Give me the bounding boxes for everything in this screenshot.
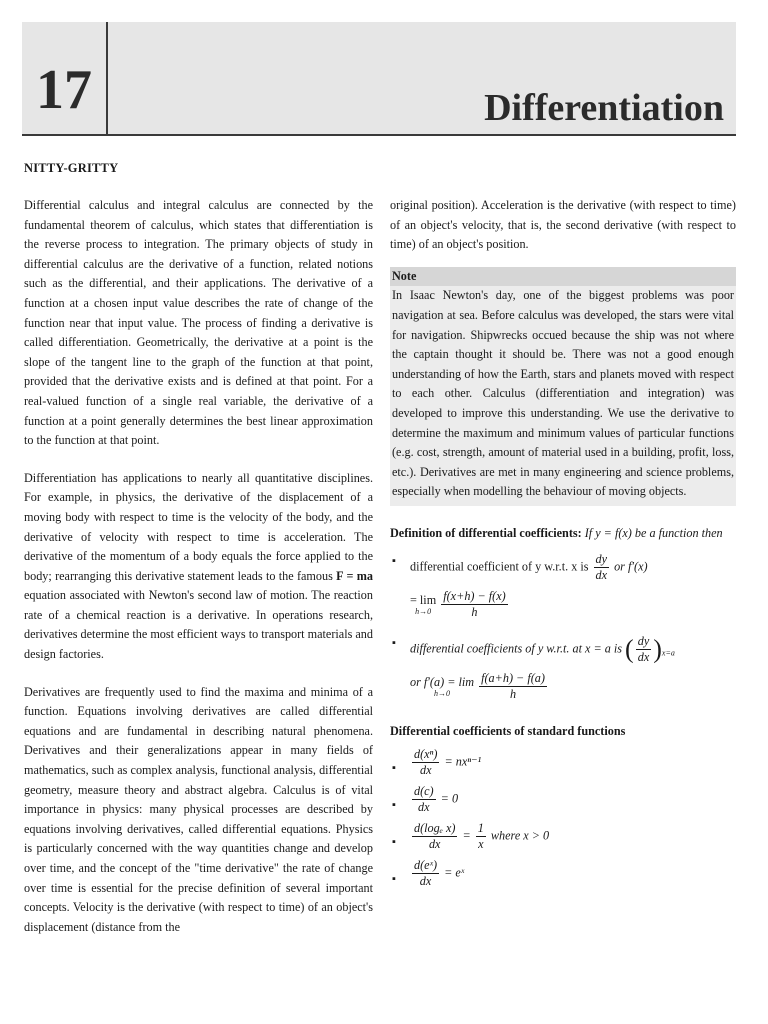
fraction-numerator: ▪ d(xⁿ) (414, 747, 438, 762)
header-divider (106, 22, 108, 134)
dy-dx-fraction-2 (636, 634, 652, 665)
left-column (24, 196, 373, 937)
fraction-numerator: f(a+h) − f(a) (481, 670, 545, 685)
limit-equation-1 (390, 589, 736, 620)
standard-formula-power (390, 747, 736, 778)
right-paren: ) (653, 634, 662, 664)
formula-result: = eˣ (444, 865, 465, 880)
formula-fraction (412, 858, 439, 889)
fraction-denominator: dx (419, 874, 432, 889)
formula-equals: = (462, 828, 471, 843)
standard-functions-title: Differential coefficients of standard functions (390, 723, 626, 738)
newton-equation: F = ma (336, 568, 373, 583)
bullet-1-text: differential coefficient of y w.r.t. x is (410, 558, 589, 573)
formula-fraction (412, 747, 439, 778)
fraction-denominator: x (478, 837, 484, 852)
definition-bullet-2 (390, 634, 736, 665)
bullet-2-text: differential coefficients of y w.r.t. at x = a is (410, 640, 622, 655)
note-heading: Note (390, 267, 736, 287)
chapter-number: 17 (36, 59, 92, 121)
fraction-denominator: h (471, 604, 478, 619)
standard-formula-constant (390, 784, 736, 815)
definition-bullet-1 (390, 552, 736, 583)
formula-result: = 0 (440, 791, 459, 806)
evaluation-subscript: x=a (661, 648, 675, 658)
limit-1 (410, 593, 436, 616)
fraction-numerator: 1 (477, 821, 484, 836)
limit-1-fraction (441, 589, 507, 620)
fraction-denominator: dx (637, 649, 650, 664)
limit-2-label: or f′(a) = lim (410, 674, 475, 689)
note-box (390, 267, 736, 506)
definition (390, 524, 736, 544)
fraction-denominator: dx (419, 763, 432, 778)
fraction-denominator: dx (595, 567, 608, 582)
bullet-1-or: or f′(x) (614, 558, 648, 573)
limit-2 (410, 675, 474, 698)
standard-formula-exp (390, 858, 736, 889)
formula-condition: where x > 0 (490, 828, 550, 843)
chapter-header (22, 22, 736, 136)
right-column (390, 196, 736, 889)
left-paren: ( (625, 634, 634, 664)
formula-fraction (412, 784, 436, 815)
limit-2-subscript: h→0 (434, 688, 451, 698)
paragraph-2-part-b: equation associated with Newton's second law of motion. The reaction rate of a chemical reaction is a derivative. In operations research, derivatives determine the most efficient ways to transport materials and design factories. (24, 588, 373, 662)
continuation-paragraph: original position). Acceleration is the derivative (with respect to time) of an object's velocity, that is, the second derivative (with respect to time) of an object's position. (390, 198, 736, 252)
paragraph-2 (24, 469, 373, 665)
paragraph-2-part-a: Differentiation has applications to nearly all quantitative disciplines. For example, in physics, the derivative of the displacement of a moving body with respect to time is the velocity of the body, and the derivative of velocity with respect to time is acceleration. The derivative of the momentum of a body equals the force applied to the body; rearranging this derivative statement leads to the famous (24, 470, 373, 583)
chapter-title: Differentiation (484, 87, 724, 129)
fraction-numerator: f(x+h) − f(x) (443, 588, 506, 603)
standard-formula-log (390, 821, 736, 852)
limit-2-fraction (479, 671, 547, 702)
limit-1-subscript: h→0 (415, 606, 432, 616)
definition-text: If y = f(x) be a function then (584, 525, 723, 540)
formula-fraction (412, 821, 457, 852)
fraction-denominator: dx (418, 800, 430, 815)
result-fraction (476, 821, 486, 852)
fraction-numerator: dy (637, 633, 650, 648)
dy-dx-fraction (594, 552, 610, 583)
fraction-numerator: dy (595, 551, 608, 566)
fraction-denominator: h (509, 686, 517, 701)
note-text: In Isaac Newton's day, one of the biggest problems was poor navigation at sea. Before calculus was developed, the stars were vital for navigation. Shipwrecks occued because the ship was not where the captain thought it should be. There was not a good enough understanding of how the Earth, stars and planets moved with respect to each other. Calculus (differentiation and integration) was developed to improve this understanding. We use the derivative to determine the maximum and minimum values of particular functions (e.g. cost, strength, amount of material used in a building, profit, loss, etc.). Derivatives are met in many engineering and science problems, especially when modelling the behaviour of moving objects. (392, 288, 734, 499)
fraction-numerator: ▪ d(logₑ x) (414, 821, 456, 836)
limit-1-label: = lim (410, 592, 437, 607)
paragraph-1: Differential calculus and integral calculus are connected by the fundamental theorem of calculus, which states that differentiation is the reverse process to integration. The primary objects of study in differential calculus are the derivative of a function, related notions such as the differential, and their applications. The derivative of a function at a chosen input value describes the rate of change of the function near that input value. The process of finding a derivative is called differentiation. Geometrically, the derivative at a point is the slope of the tangent line to the graph of the function at that point, provided that the derivative exists and is defined at that point. For a real-valued function of a single real variable, the derivative of a function at a point generally determines the best linear approximation to the function at that point. (24, 198, 373, 448)
definition-label: Definition of differential coefficients: (390, 525, 582, 540)
fraction-numerator: ▪ d(eˣ) (414, 858, 438, 873)
limit-equation-2 (390, 671, 736, 702)
formula-result: = nxⁿ⁻¹ (444, 754, 482, 769)
section-title: NITTY-GRITTY (24, 161, 119, 175)
fraction-numerator: ▪ d(c) (414, 784, 434, 799)
fraction-denominator: dx (428, 837, 441, 852)
paragraph-3: Derivatives are frequently used to find the maxima and minima of a function. Equations involving derivatives are called differential equations and are fundamental in describing natural phenomena. Derivatives and their generalizations appear in many fields of mathematics, such as complex analysis, functional analysis, differential geometry, measure theory and abstract algebra. Calculus is of vital importance in physics: many physical processes are described by equations involving derivatives, called differential equations. Physics is particularly concerned with the way quantities change and develop over time, and the concept of the "time derivative" the rate of change over time is essential for the precise definition of several important concepts. Velocity is the derivative (with respect to time) of an object's displacement (distance from the (24, 684, 373, 934)
